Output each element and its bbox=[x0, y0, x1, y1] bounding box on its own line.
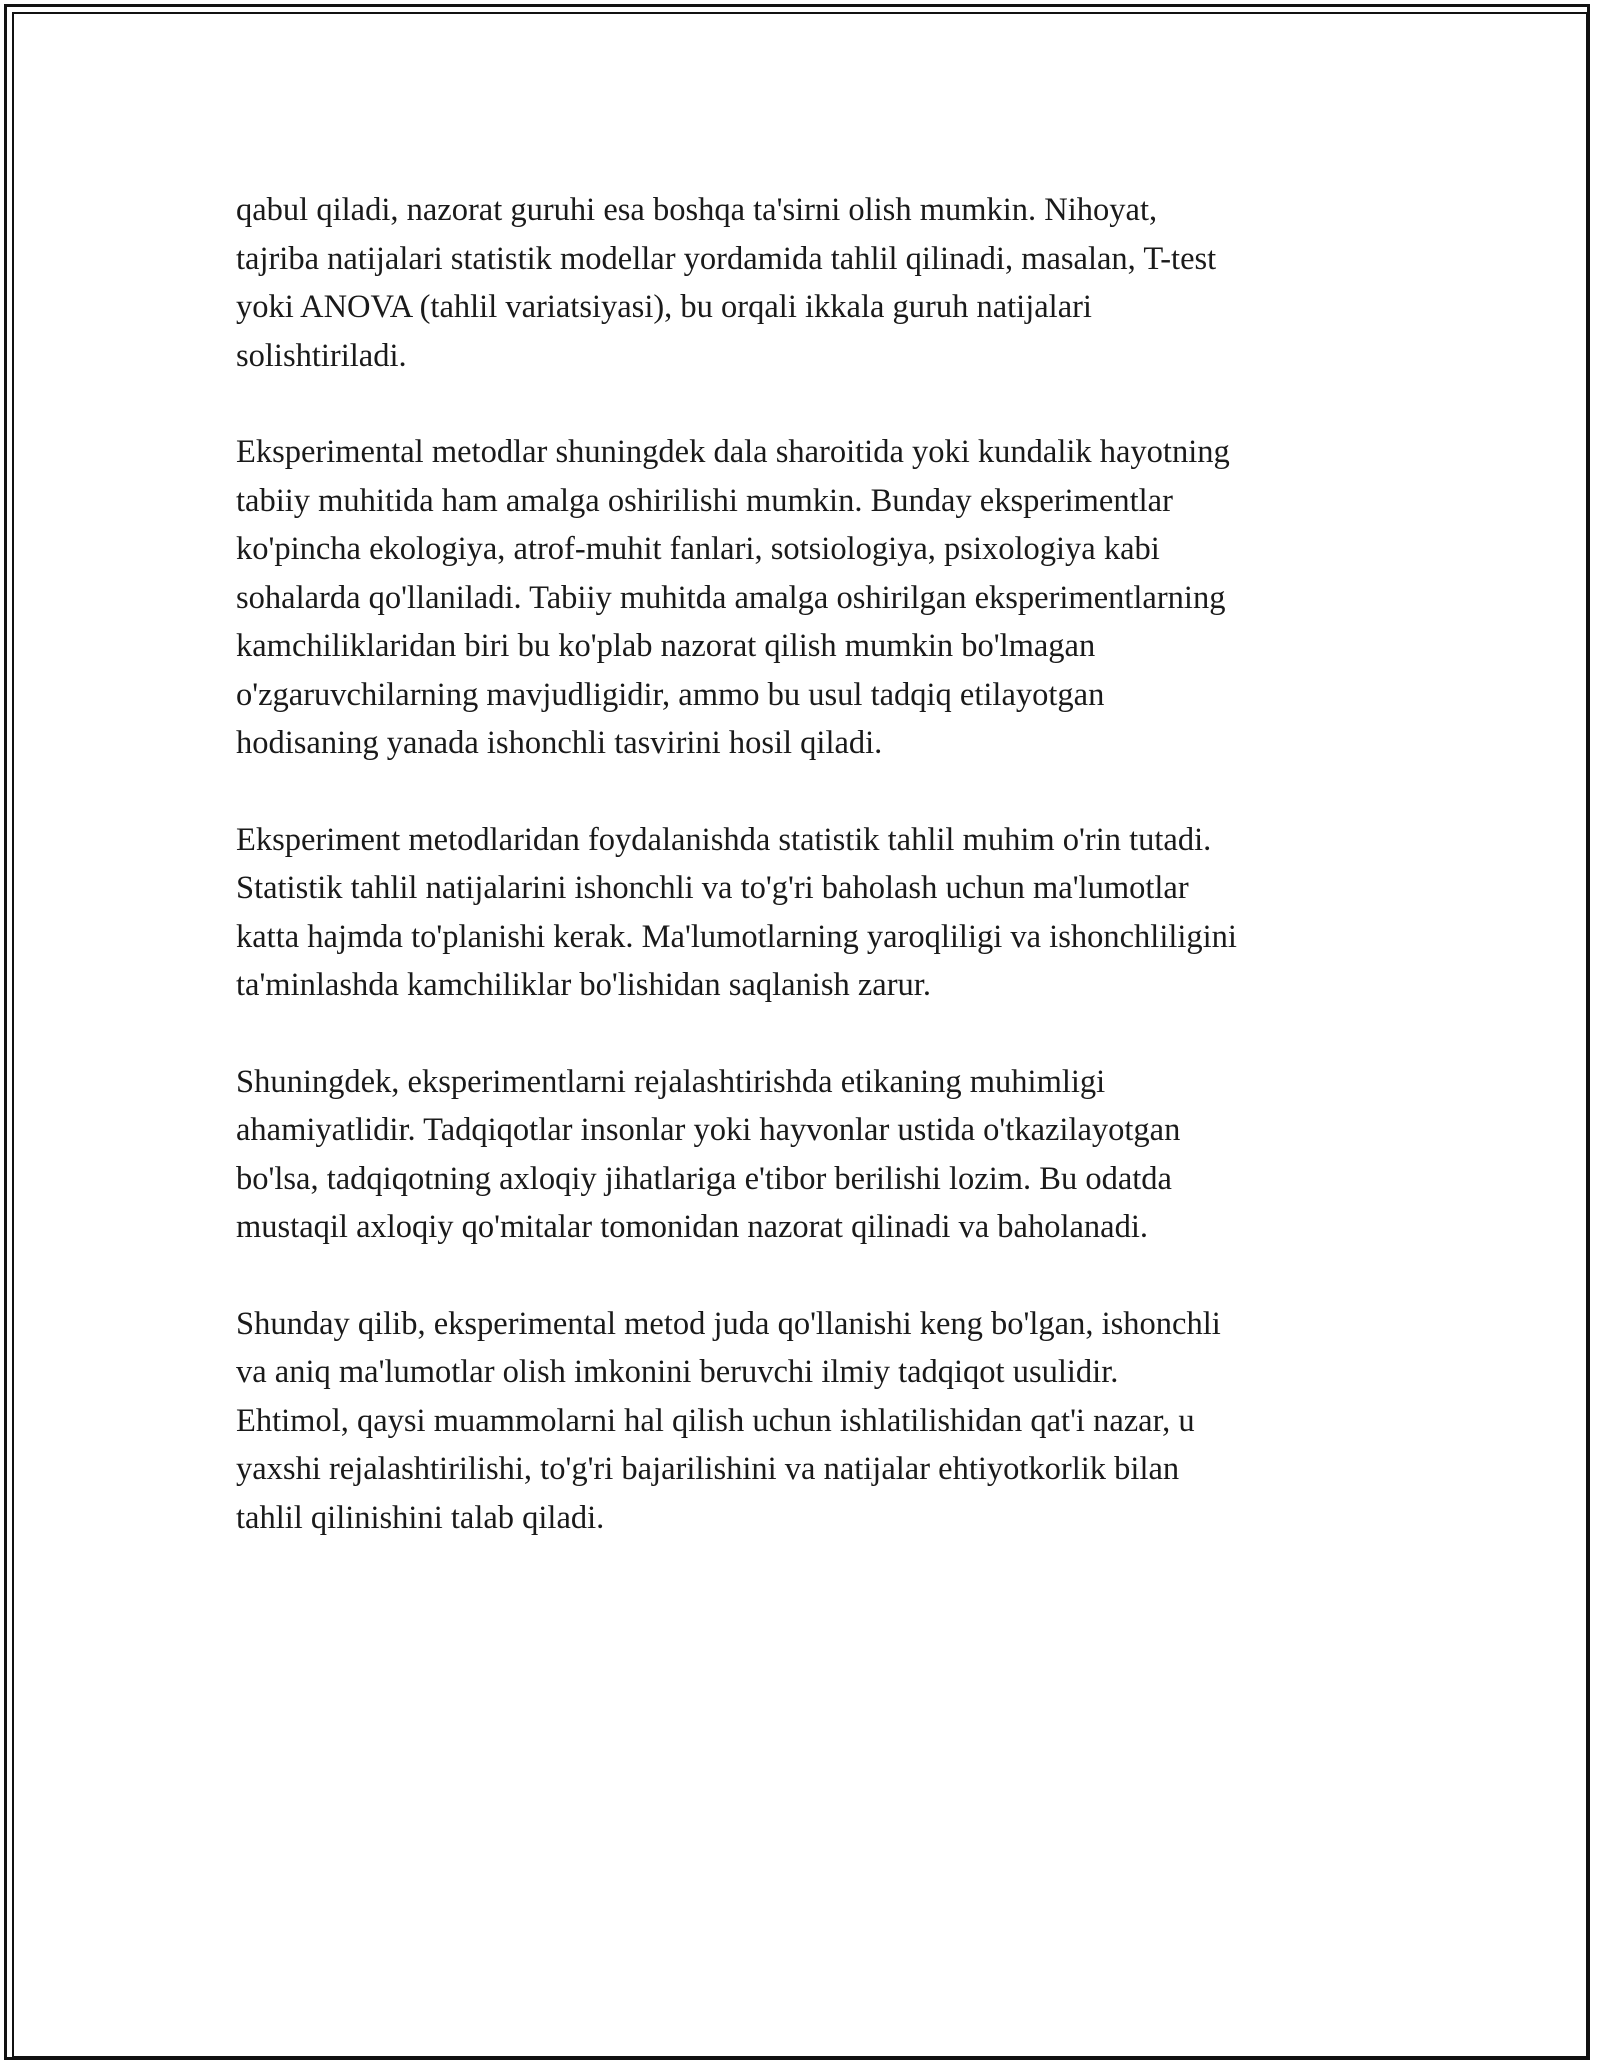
paragraph-5: Shunday qilib, eksperimental metod juda qo'llanishi keng bo'lgan, ishonchli va aniq ma'lumotlar olish imkonini beruvchi ilmiy tadqiqot usulidir. Ehtimol, qaysi muammolarni hal qilish uchun ishlatilishidan qat'i nazar, u yaxshi rejalashtirilishi, to'g'ri bajarilishini va natijalar ehtiyotkorlik bilan tahlil qilinishini talab qiladi. bbox=[236, 1305, 1221, 1536]
paragraph-4: Shuningdek, eksperimentlarni rejalashtirishda etikaning muhimligi ahamiyatlidir. Tadqiqotlar insonlar yoki hayvonlar ustida o'tkazilayotgan bo'lsa, tadqiqotning axloqiy jihatlariga e'tibor berilishi lozim. Bu odatda mustaqil axloqiy qo'mitalar tomonidan nazorat qilinadi va baholanadi. bbox=[236, 1063, 1181, 1245]
paragraph-1: qabul qiladi, nazorat guruhi esa boshqa ta'sirni olish mumkin. Nihoyat, tajriba natijalari statistik modellar yordamida tahlil qilinadi, masalan, T-test yoki ANOVA (tahlil variatsiyasi), bu orqali ikkala guruh natijalari solishtiriladi. bbox=[236, 192, 1217, 374]
paragraph-2: Eksperimental metodlar shuningdek dala sharoitida yoki kundalik hayotning tabiiy muhitida ham amalga oshirilishi mumkin. Bunday eksperimentlar ko'pincha ekologiya, atrof-muhit fanlari, sotsiologiya, psixologiya kabi sohalarda qo'llaniladi. Tabiiy muhitda amalga oshirilgan eksperimentlarning kamchiliklaridan biri bu ko'plab nazorat qilish mumkin bo'lmagan o'zgaruvchilarning mavjudligidir, ammo bu usul tadqiq etilayotgan hodisaning yanada ishonchli tasvirini hosil qiladi. bbox=[236, 434, 1230, 761]
paragraph-3: Eksperiment metodlaridan foydalanishda statistik tahlil muhim o'rin tutadi. Statistik tahlil natijalarini ishonchli va to'g'ri baholash uchun ma'lumotlar katta hajmda to'planishi kerak. Ma'lumotlarning yaroqliligi va ishonchliligini ta'minlashda kamchiliklar bo'lishidan saqlanish zarur. bbox=[236, 821, 1237, 1003]
document-body bbox=[236, 186, 1376, 1590]
